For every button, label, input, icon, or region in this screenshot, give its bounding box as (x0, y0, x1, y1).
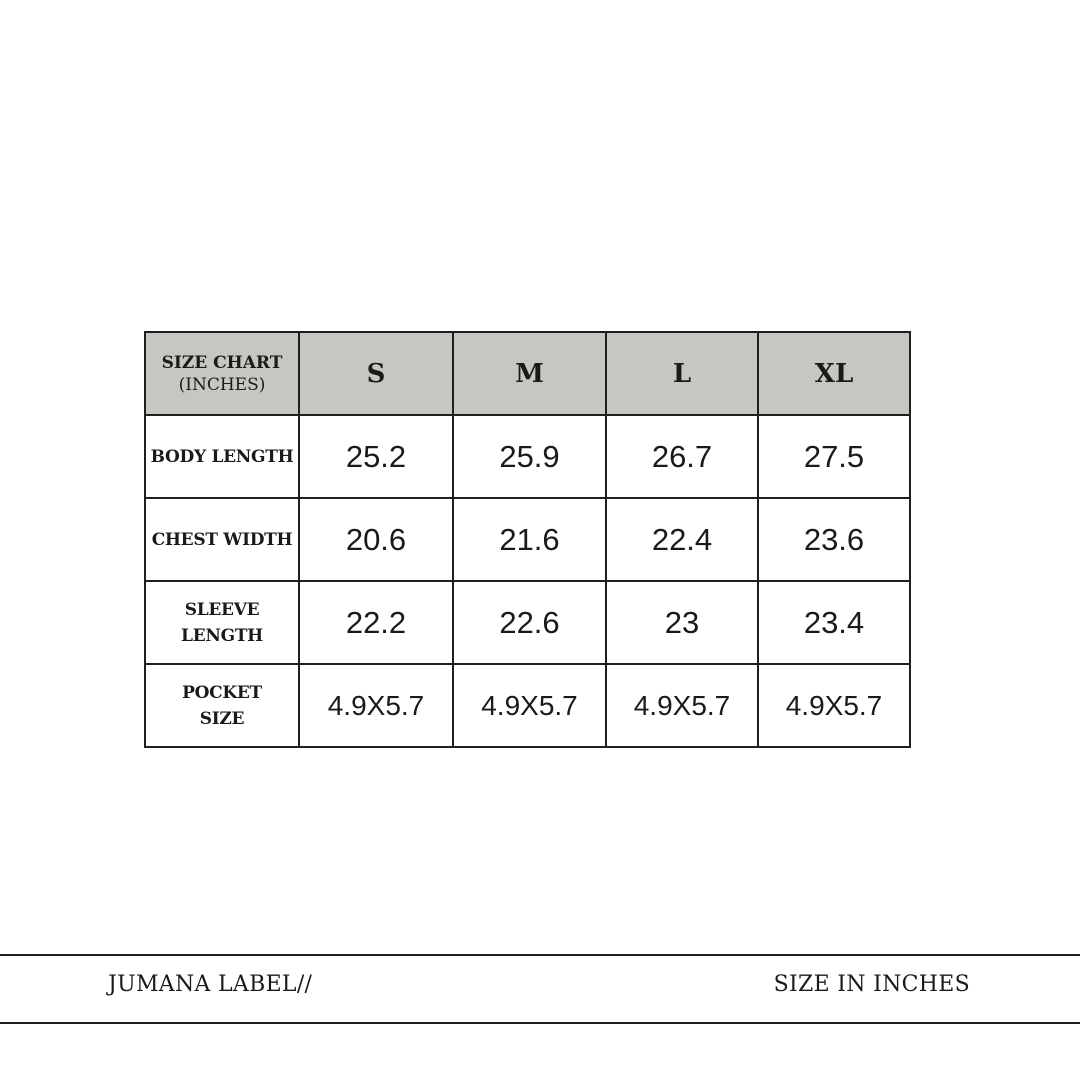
value: 22.4 (651, 521, 713, 557)
value-cell (758, 498, 910, 581)
footer-bottom-divider (0, 1022, 1080, 1024)
size-label: L (672, 358, 692, 389)
header-size-l (606, 332, 758, 415)
value: 4.9X5.7 (785, 689, 883, 721)
row-label-cell (145, 581, 299, 664)
value-cell (453, 498, 606, 581)
value: 22.2 (345, 604, 407, 640)
row-label-cell (145, 415, 299, 498)
value: 23.4 (803, 604, 865, 640)
value: 27.5 (803, 438, 865, 474)
size-chart-table (144, 331, 911, 748)
value: 26.7 (651, 438, 713, 474)
value-cell (758, 581, 910, 664)
value-cell (606, 415, 758, 498)
value-cell (606, 664, 758, 747)
value-cell (453, 581, 606, 664)
value: 25.9 (499, 438, 560, 474)
size-chart-title: SIZE CHART (161, 352, 283, 373)
value-cell (299, 498, 453, 581)
header-row (145, 332, 910, 415)
header-title-cell (145, 332, 299, 415)
value-cell (758, 664, 910, 747)
value: 20.6 (345, 521, 407, 557)
size-label: XL (814, 358, 854, 389)
value: 22.6 (499, 604, 560, 640)
table-row (145, 415, 910, 498)
value: 4.9X5.7 (481, 689, 578, 721)
row-label-body-length: BODY LENGTH (150, 446, 294, 467)
value-cell (606, 498, 758, 581)
value: 21.6 (499, 521, 560, 557)
size-chart-unit: (INCHES) (178, 374, 266, 395)
row-label-sleeve-length: SLEEVE LENGTH (181, 599, 263, 646)
table-row (145, 664, 910, 747)
row-label-cell (145, 664, 299, 747)
footer-top-divider (0, 954, 1080, 956)
table-row (145, 581, 910, 664)
size-label: M (515, 358, 544, 389)
brand-name: JUMANA LABEL// (108, 972, 313, 997)
row-label-pocket-size: POCKET SIZE (182, 682, 262, 729)
header-size-m (453, 332, 606, 415)
table-row (145, 498, 910, 581)
value: 23.6 (803, 521, 865, 557)
header-size-xl (758, 332, 910, 415)
row-label-chest-width: CHEST WIDTH (151, 529, 293, 550)
value: 25.2 (345, 438, 407, 474)
size-label: S (366, 358, 386, 389)
header-size-s (299, 332, 453, 415)
value-cell (299, 664, 453, 747)
value-cell (453, 664, 606, 747)
value-cell (299, 581, 453, 664)
value-cell (606, 581, 758, 664)
value: 23 (664, 604, 700, 640)
value-cell (758, 415, 910, 498)
row-label-cell (145, 498, 299, 581)
value-cell (453, 415, 606, 498)
value-cell (299, 415, 453, 498)
size-unit-note: SIZE IN INCHES (773, 972, 970, 997)
value: 4.9X5.7 (633, 689, 731, 721)
value: 4.9X5.7 (327, 689, 425, 721)
